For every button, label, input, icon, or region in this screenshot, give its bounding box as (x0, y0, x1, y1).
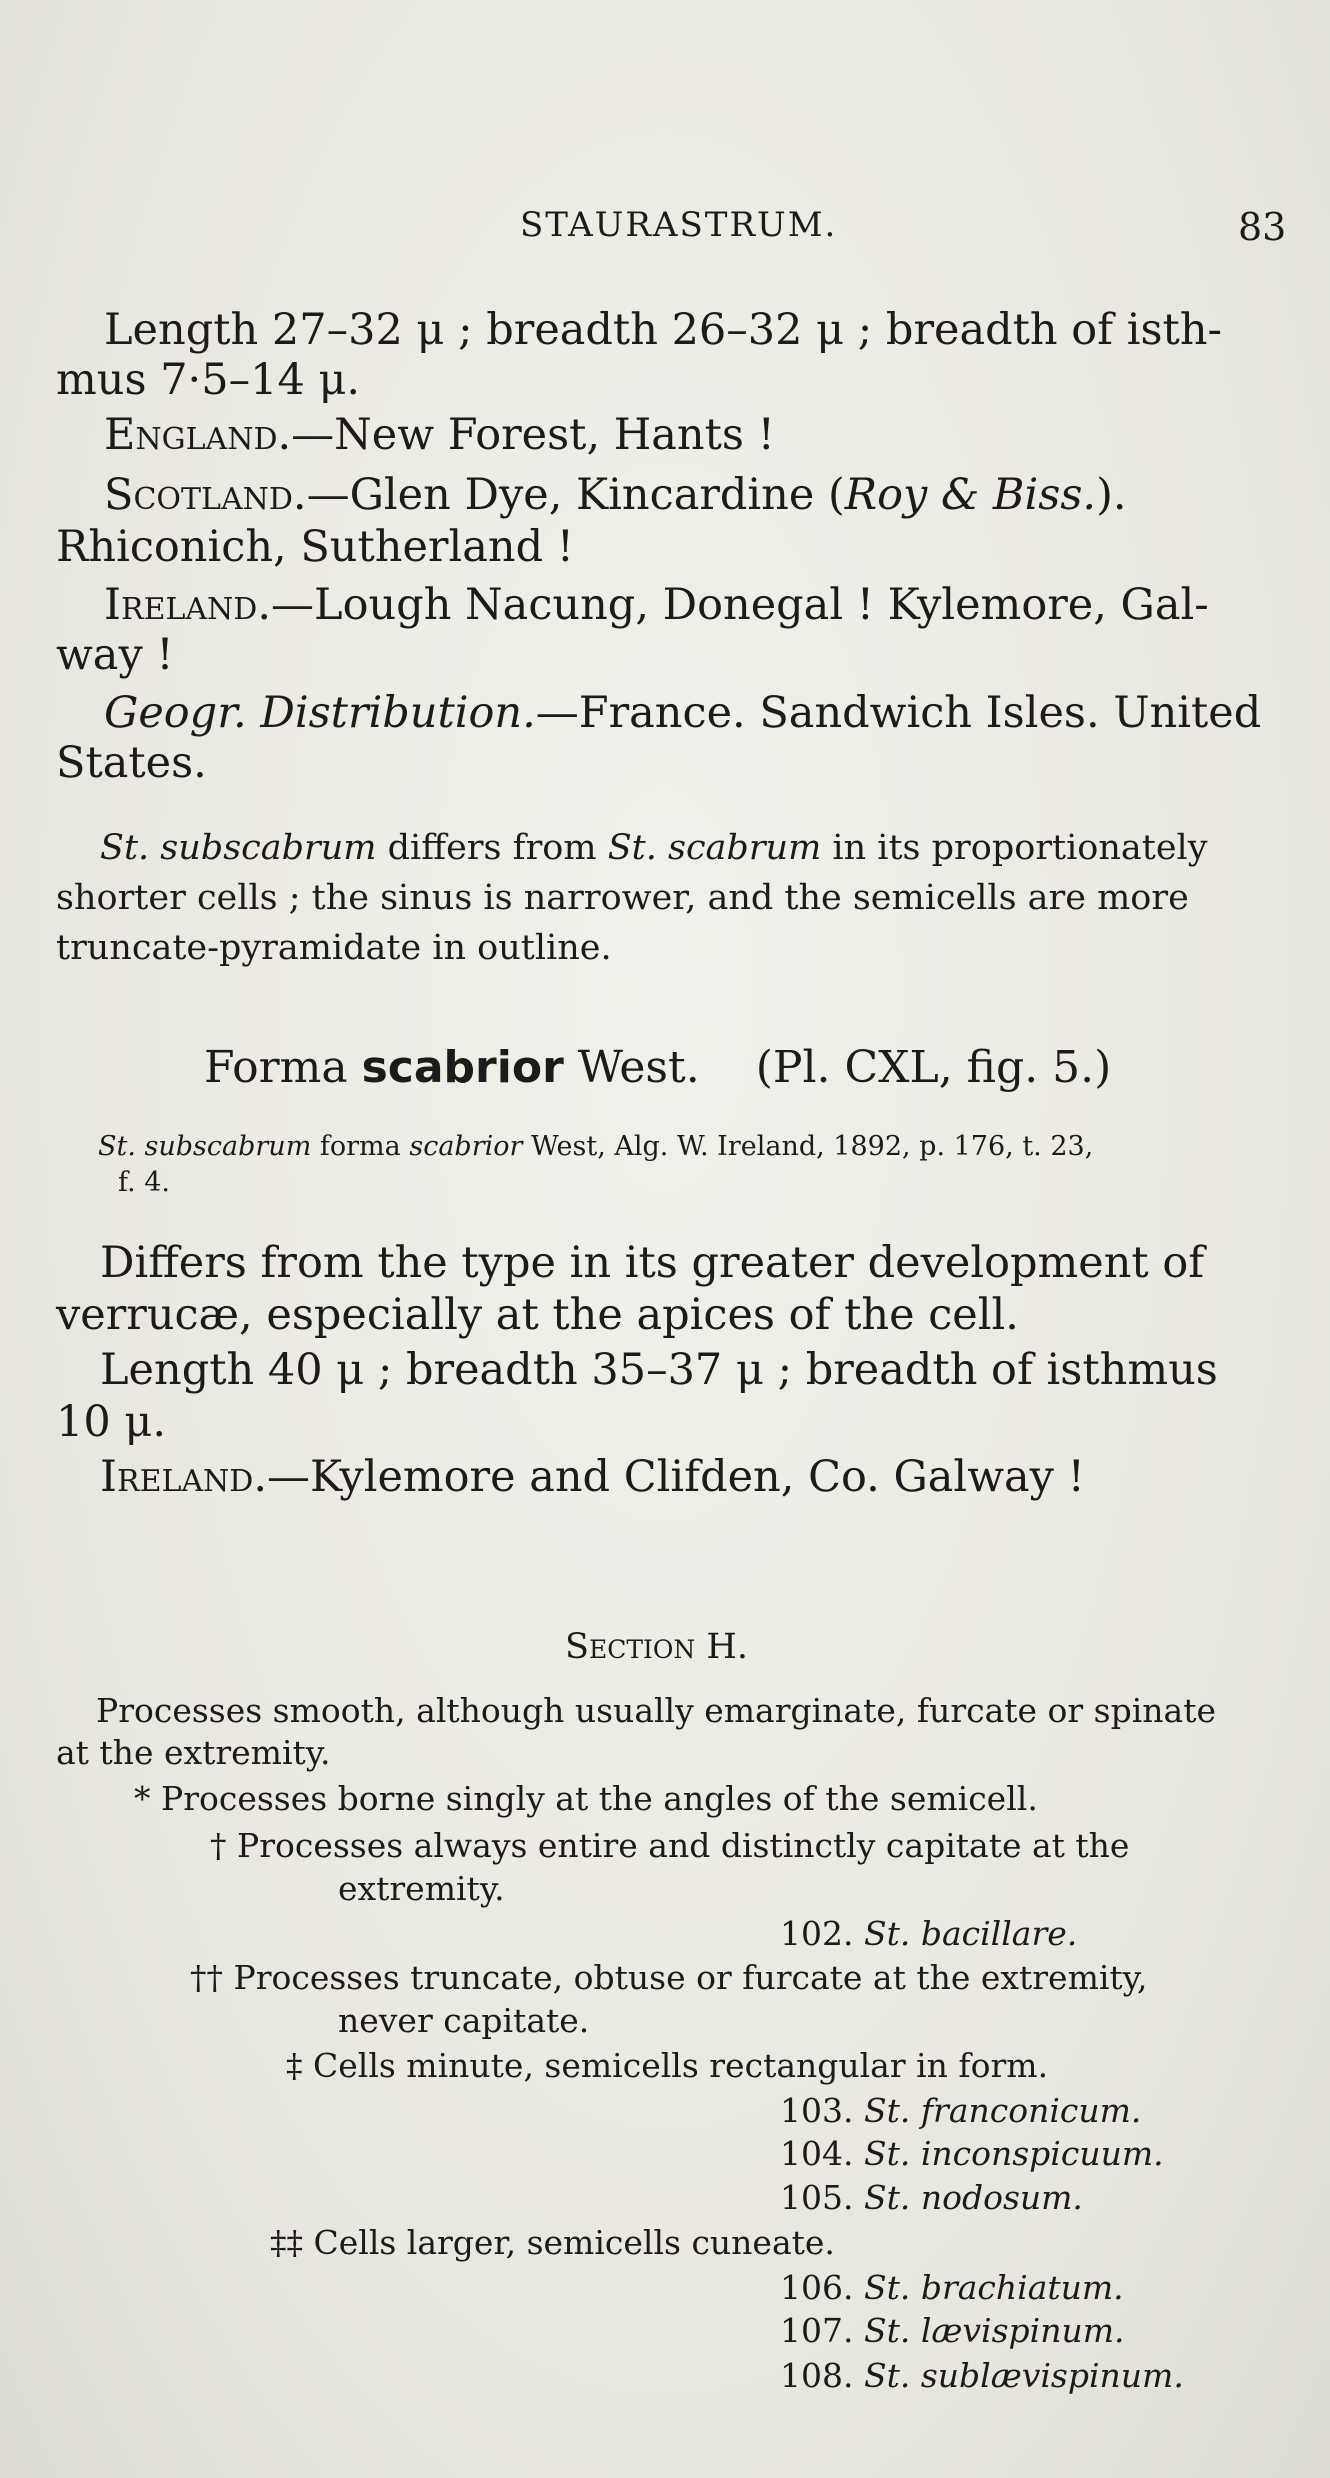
locality-ireland-line-2: way ! (56, 630, 174, 680)
species-number: 107. (780, 2311, 854, 2350)
key-intro-line-2: at the extremity. (56, 1733, 331, 1772)
note-line-1 (100, 826, 1208, 870)
measurements-line-1: Length 27–32 μ ; breadth 26–32 μ ; breadth of isth- (104, 305, 1223, 355)
differs-line-1: Differs from the type in its greater development of (100, 1238, 1205, 1288)
synonym-line-2: f. 4. (118, 1167, 170, 1198)
locality-ireland (104, 580, 1209, 630)
species-number: 108. (780, 2356, 854, 2395)
forma-heading (204, 1042, 1111, 1093)
species-name: St. subscabrum (98, 1131, 312, 1162)
synonym-text: forma (311, 1131, 410, 1162)
section-heading: Section H. (565, 1627, 749, 1667)
species-name: St. brachiatum. (863, 2268, 1124, 2307)
species-entry-108 (780, 2355, 1184, 2397)
species-name: St. franconicum. (863, 2091, 1142, 2130)
synonym-line-1 (98, 1130, 1093, 1164)
page-number: 83 (1238, 205, 1287, 249)
locality-text: —Kylemore and Clifden, Co. Galway ! (267, 1452, 1085, 1502)
species-number: 105. (780, 2178, 854, 2217)
synonym-text: West, Alg. W. Ireland, 1892, p. 176, t. 23, (522, 1131, 1094, 1162)
geographic-distribution (104, 688, 1261, 738)
forma-author: West. (563, 1042, 700, 1093)
plate-reference: (Pl. CXL, fig. 5.) (755, 1042, 1112, 1093)
species-number: 102. (780, 1914, 854, 1953)
species-entry-104 (780, 2133, 1164, 2175)
key-dagger: † Processes always entire and distinctly capitate at the (210, 1826, 1130, 1865)
locality-text: —Lough Nacung, Donegal ! Kylemore, Gal- (271, 580, 1209, 630)
locality-text: —New Forest, Hants ! (291, 410, 775, 460)
species-name: St. bacillare. (863, 1914, 1078, 1953)
key-double-dagger: †† Processes truncate, obtuse or furcate at the extremity, (190, 1958, 1148, 1997)
geogr-text: —France. Sandwich Isles. United (535, 688, 1262, 738)
species-name: St. inconspicuum. (863, 2134, 1164, 2173)
key-star: * Processes borne singly at the angles of the semicell. (134, 1779, 1038, 1818)
species-name: St. subscabrum (100, 828, 377, 868)
key-double-dagger-cont: never capitate. (338, 2001, 590, 2040)
geographic-distribution-line-2: States. (56, 738, 207, 788)
measurements-line-2: mus 7·5–14 μ. (56, 355, 361, 405)
species-number: 103. (780, 2091, 854, 2130)
region-label: Ireland. (104, 580, 272, 630)
key-intro-line-1: Processes smooth, although usually emarginate, furcate or spinate (96, 1691, 1217, 1730)
measurements-forma-line-1: Length 40 μ ; breadth 35–37 μ ; breadth of isthmus (100, 1345, 1218, 1395)
species-name: St. sublævispinum. (863, 2356, 1184, 2395)
species-entry-106 (780, 2267, 1124, 2309)
geogr-label: Geogr. Distribution. (104, 688, 536, 738)
citation: Roy & Biss. (844, 470, 1097, 520)
species-entry-102 (780, 1913, 1077, 1955)
locality-scotland (104, 470, 1127, 520)
region-label: Ireland. (100, 1452, 268, 1502)
note-text: in its proportionately (821, 828, 1208, 868)
forma-prefix: Forma (204, 1042, 362, 1093)
locality-ireland-forma (100, 1452, 1085, 1502)
note-line-2: shorter cells ; the sinus is narrower, and the semicells are more (56, 878, 1189, 918)
note-text: differs from (376, 828, 608, 868)
measurements-forma-line-2: 10 μ. (56, 1397, 166, 1447)
locality-text: —Glen Dye, Kincardine ( (306, 470, 845, 520)
forma-name: scabrior (361, 1042, 564, 1093)
species-number: 106. (780, 2268, 854, 2307)
species-name: St. lævispinum. (863, 2311, 1125, 2350)
species-name: St. scabrum (607, 828, 822, 868)
species-number: 104. (780, 2134, 854, 2173)
species-entry-107 (780, 2310, 1125, 2352)
species-entry-105 (780, 2177, 1083, 2219)
citation-close: ). (1096, 470, 1127, 520)
differs-line-2: verrucæ, especially at the apices of the cell. (56, 1290, 1019, 1340)
key-ddagger: ‡ Cells minute, semicells rectangular in form. (286, 2046, 1049, 2085)
note-line-3: truncate-pyramidate in outline. (56, 928, 612, 968)
region-label: England. (104, 410, 292, 460)
locality-scotland-line-2: Rhiconich, Sutherland ! (56, 522, 575, 572)
forma-name-italic: scabrior (409, 1131, 523, 1162)
locality-england (104, 410, 775, 460)
key-dagger-cont: extremity. (338, 1869, 505, 1908)
running-title: STAURASTRUM. (520, 205, 838, 245)
species-name: St. nodosum. (863, 2178, 1083, 2217)
key-double-ddagger: ‡‡ Cells larger, semicells cuneate. (270, 2223, 835, 2262)
species-entry-103 (780, 2090, 1141, 2132)
region-label: Scotland. (104, 470, 307, 520)
